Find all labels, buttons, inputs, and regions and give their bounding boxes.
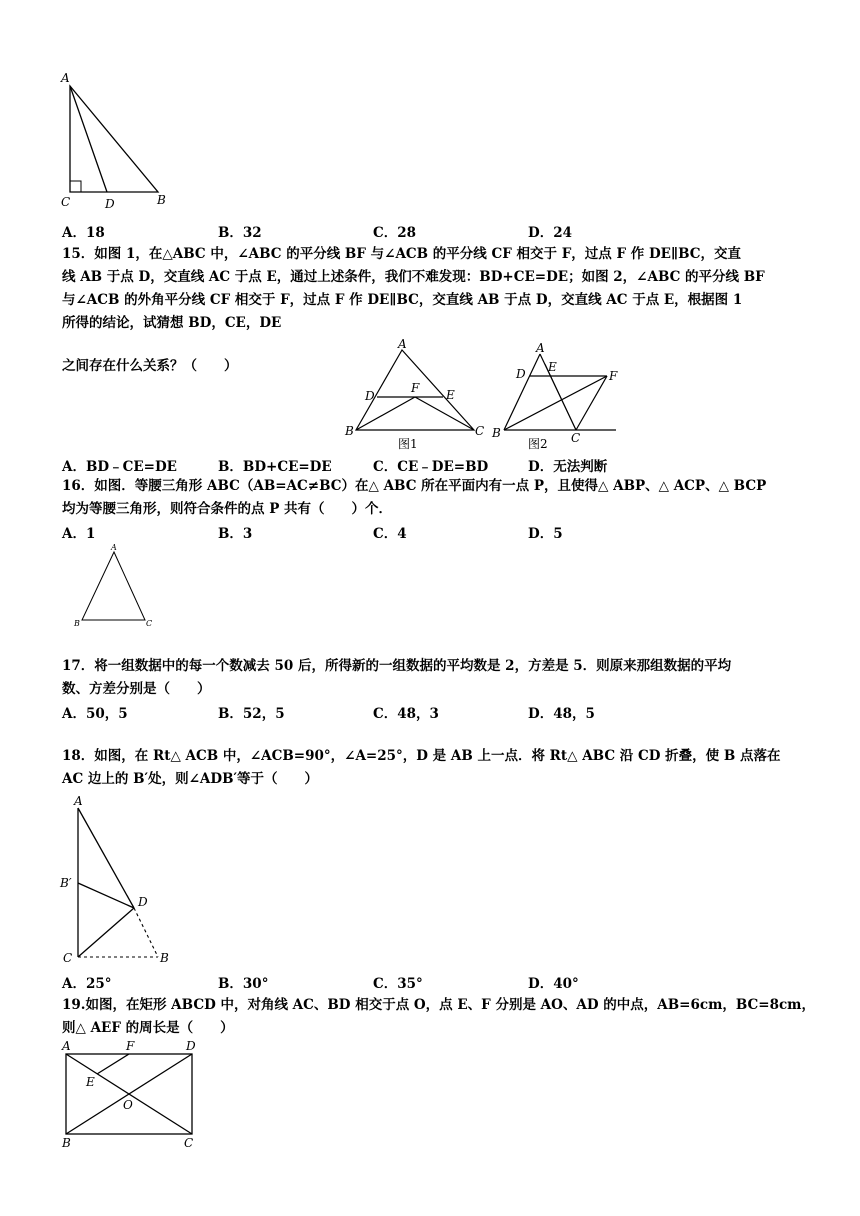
q15-fig2-label-d: D	[516, 367, 526, 381]
q15-fig1-label-c: C	[475, 424, 485, 438]
q16-label-b: B	[74, 619, 80, 628]
q15-fig1-caption: 图1	[398, 437, 418, 451]
q18-label-d: D	[138, 895, 148, 909]
q17-option-b: B．52，5	[218, 706, 285, 722]
q14-option-d: D．24	[528, 225, 572, 241]
q15-fig2-label-e: E	[548, 360, 557, 374]
q19-label-c: C	[184, 1136, 194, 1150]
q16-label-c: C	[146, 619, 153, 628]
q18-line-2: AC 边上的 B′处，则∠ADB′等于（ ）	[62, 771, 319, 787]
q15-fig1-label-b: B	[345, 424, 354, 438]
q19-label-f: F	[126, 1039, 135, 1053]
q15-line-3: 与∠ACB 的外角平分线 CF 相交于 F，过点 F 作 DE∥BC，交直线 AB 于点 D，交直线 AC 于点 E，根据图 1	[62, 292, 743, 308]
q16-isosceles-triangle-figure	[70, 540, 160, 630]
q16-option-b: B．3	[218, 526, 253, 542]
q19-rectangle-figure	[56, 1036, 216, 1156]
q19-label-b: B	[62, 1136, 71, 1150]
q15-fig1-label-d: D	[365, 389, 375, 403]
q15-question-text	[62, 243, 802, 335]
q19-line-2: 则△ AEF 的周长是（ ）	[62, 1020, 234, 1036]
q16-option-a: A．1	[62, 526, 96, 542]
q15-option-a: A．BD﹣CE=DE	[62, 459, 177, 475]
q15-fig2-label-b: B	[492, 426, 501, 440]
q15-line-1: 15．如图 1，在△ABC 中，∠ABC 的平分线 BF 与∠ACB 的平分线 CF 相交于 F，过点 F 作 DE∥BC，交直	[62, 246, 742, 262]
q17-option-a: A．50，5	[62, 706, 128, 722]
q17-option-c: C．48，3	[373, 706, 439, 722]
q15-option-b: B．BD+CE=DE	[218, 459, 332, 475]
q18-question-text	[62, 745, 802, 791]
q16-line-1: 16．如图．等腰三角形 ABC（AB=AC≠BC）在△ ABC 所在平面内有一点 P，且使得△ ABP、△ ACP、△ BCP	[62, 478, 767, 494]
q14-right-triangle-figure	[55, 68, 175, 211]
q17-option-d: D．48，5	[528, 706, 595, 722]
q15-option-c: C．CE﹣DE=BD	[373, 459, 489, 475]
q18-fold-triangle-figure	[56, 790, 186, 970]
q14-label-d: D	[105, 197, 115, 211]
q17-line-2: 数、方差分别是（ ）	[62, 681, 211, 697]
q15-fig2-label-a: A	[536, 341, 545, 355]
q16-label-a: A	[111, 543, 117, 552]
q15-fig2-label-c: C	[571, 431, 581, 445]
q19-label-d: D	[186, 1039, 196, 1053]
q14-label-a: A	[61, 71, 70, 85]
q18-label-c: C	[63, 951, 73, 965]
q18-line-1: 18．如图，在 Rt△ ACB 中，∠ACB=90°，∠A=25°，D 是 AB 上一点．将 Rt△ ABC 沿 CD 折叠，使 B 点落在	[62, 748, 781, 764]
q15-figure-1	[342, 337, 492, 455]
q19-label-o: O	[123, 1098, 133, 1112]
q19-question-text	[62, 994, 815, 1040]
q16-option-c: C．4	[373, 526, 407, 542]
q18-label-b: B	[160, 951, 169, 965]
q18-option-a: A．25°	[62, 976, 112, 992]
q18-option-d: D．40°	[528, 976, 579, 992]
q15-fig1-label-a: A	[398, 337, 407, 351]
q15-figure-2	[490, 340, 625, 455]
q15-fig2-label-f: F	[609, 369, 618, 383]
q14-label-c: C	[61, 195, 71, 209]
q16-question-text	[62, 475, 802, 521]
q14-option-c: C．28	[373, 225, 417, 241]
q17-line-1: 17．将一组数据中的每一个数减去 50 后，所得新的一组数据的平均数是 2，方差是 5．则原来那组数据的平均	[62, 658, 732, 674]
q19-line-1: 19.如图，在矩形 ABCD 中，对角线 AC、BD 相交于点 O，点 E、F 分别是 AO、AD 的中点，AB=6cm，BC=8cm，	[62, 997, 815, 1013]
q15-line-4: 所得的结论，试猜想 BD，CE，DE	[62, 315, 282, 331]
q19-label-a: A	[62, 1039, 71, 1053]
q16-option-d: D．5	[528, 526, 563, 542]
q17-question-text	[62, 655, 802, 701]
q15-fig1-label-e: E	[446, 388, 455, 402]
q18-label-a: A	[74, 794, 83, 808]
q18-label-b-prime: B′	[60, 876, 72, 890]
q15-line-2: 线 AB 于点 D，交直线 AC 于点 E，通过上述条件，我们不难发现：BD+CE=DE；如图 2，∠ABC 的平分线 BF	[62, 269, 765, 285]
q19-label-e: E	[86, 1075, 95, 1089]
q14-option-b: B．32	[218, 225, 262, 241]
q15-question-tail: 之间存在什么关系？（ ）	[62, 358, 238, 374]
q18-option-b: B．30°	[218, 976, 269, 992]
q14-label-b: B	[157, 193, 166, 207]
q18-option-c: C．35°	[373, 976, 423, 992]
q15-fig1-label-f: F	[411, 381, 420, 395]
q15-fig2-caption: 图2	[528, 437, 548, 451]
q14-option-a: A．18	[62, 225, 105, 241]
q16-line-2: 均为等腰三角形，则符合条件的点 P 共有（ ）个．	[62, 501, 393, 517]
q15-option-d: D．无法判断	[528, 459, 608, 475]
